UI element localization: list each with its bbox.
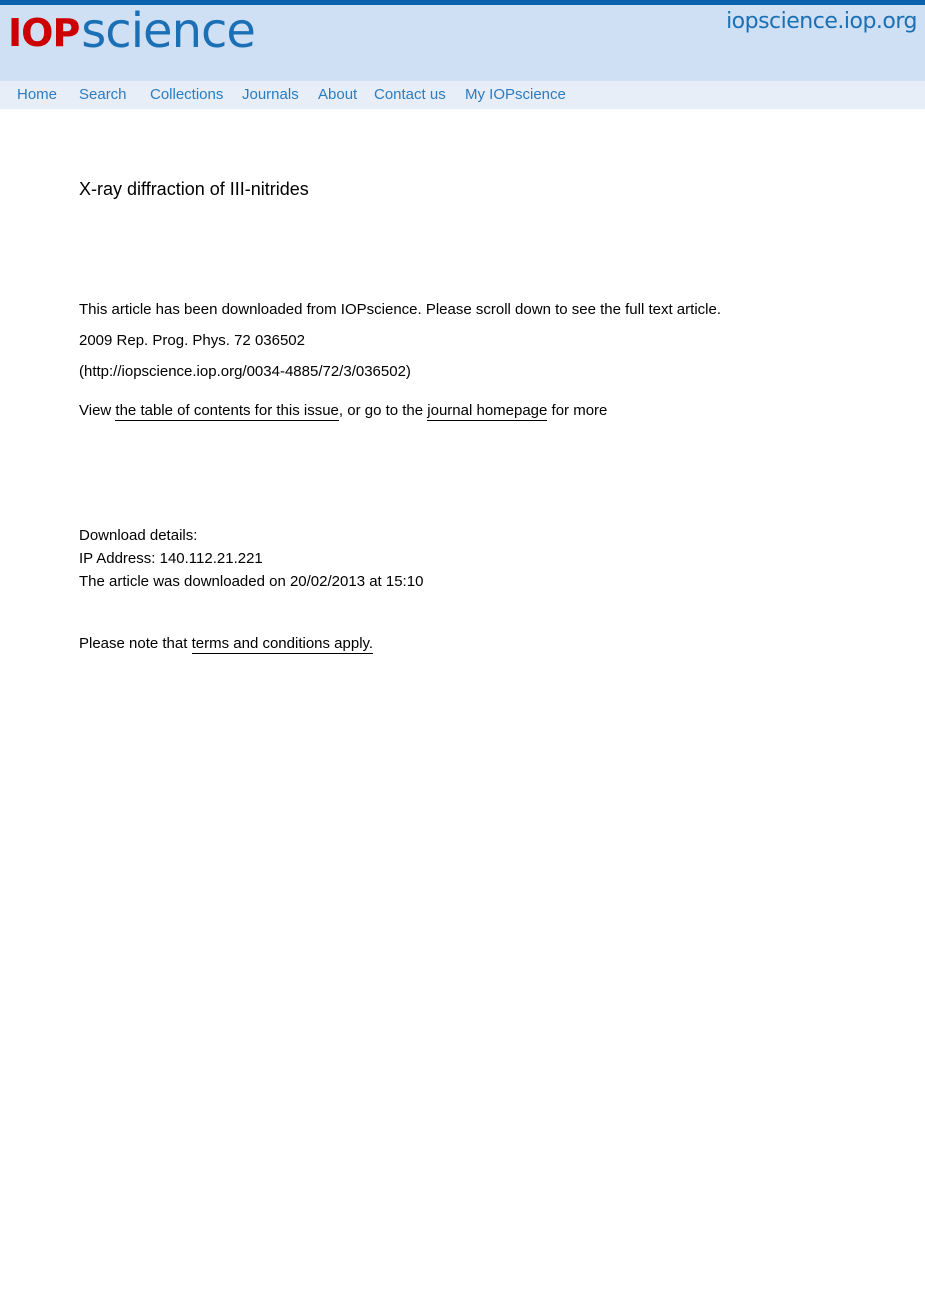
view-prefix: View bbox=[79, 402, 116, 419]
nav-item-collections[interactable]: Collections bbox=[150, 86, 224, 103]
nav-item-my-iopscience[interactable]: My IOPscience bbox=[465, 86, 566, 103]
table-of-contents-link[interactable]: the table of contents for this issue bbox=[115, 402, 339, 419]
nav-bar bbox=[0, 81, 925, 109]
journal-homepage-link[interactable]: journal homepage bbox=[427, 402, 548, 419]
article-url: (http://iopscience.iop.org/0034-4885/72/3/036502) bbox=[79, 363, 411, 380]
logo-iop-text: IOP bbox=[8, 11, 80, 55]
site-url[interactable]: iopscience.iop.org bbox=[726, 9, 917, 34]
header-banner bbox=[0, 5, 925, 81]
article-citation: 2009 Rep. Prog. Phys. 72 036502 bbox=[79, 332, 305, 349]
nav-item-home[interactable]: Home bbox=[17, 86, 58, 103]
nav-item-journals[interactable]: Journals bbox=[242, 86, 299, 103]
download-details-heading: Download details: bbox=[79, 527, 198, 544]
terms-and-conditions-link[interactable]: terms and conditions apply. bbox=[191, 635, 374, 652]
terms-prefix: Please note that bbox=[79, 635, 192, 652]
nav-item-search[interactable]: Search bbox=[79, 86, 127, 103]
view-middle: , or go to the bbox=[338, 402, 428, 419]
ip-address: IP Address: 140.112.21.221 bbox=[79, 550, 263, 567]
download-date: The article was downloaded on 20/02/2013 at 15:10 bbox=[79, 573, 424, 590]
view-suffix: for more bbox=[547, 402, 608, 419]
nav-item-about[interactable]: About bbox=[318, 86, 358, 103]
nav-item-contact-us[interactable]: Contact us bbox=[374, 86, 446, 103]
article-title: X-ray diffraction of III-nitrides bbox=[79, 179, 309, 199]
terms-line bbox=[79, 635, 373, 652]
logo-science-text: science bbox=[81, 3, 255, 59]
iopscience-logo[interactable] bbox=[8, 3, 255, 59]
view-links-line bbox=[79, 402, 607, 419]
downloaded-from-notice: This article has been downloaded from IOPscience. Please scroll down to see the full text article. bbox=[79, 301, 721, 318]
